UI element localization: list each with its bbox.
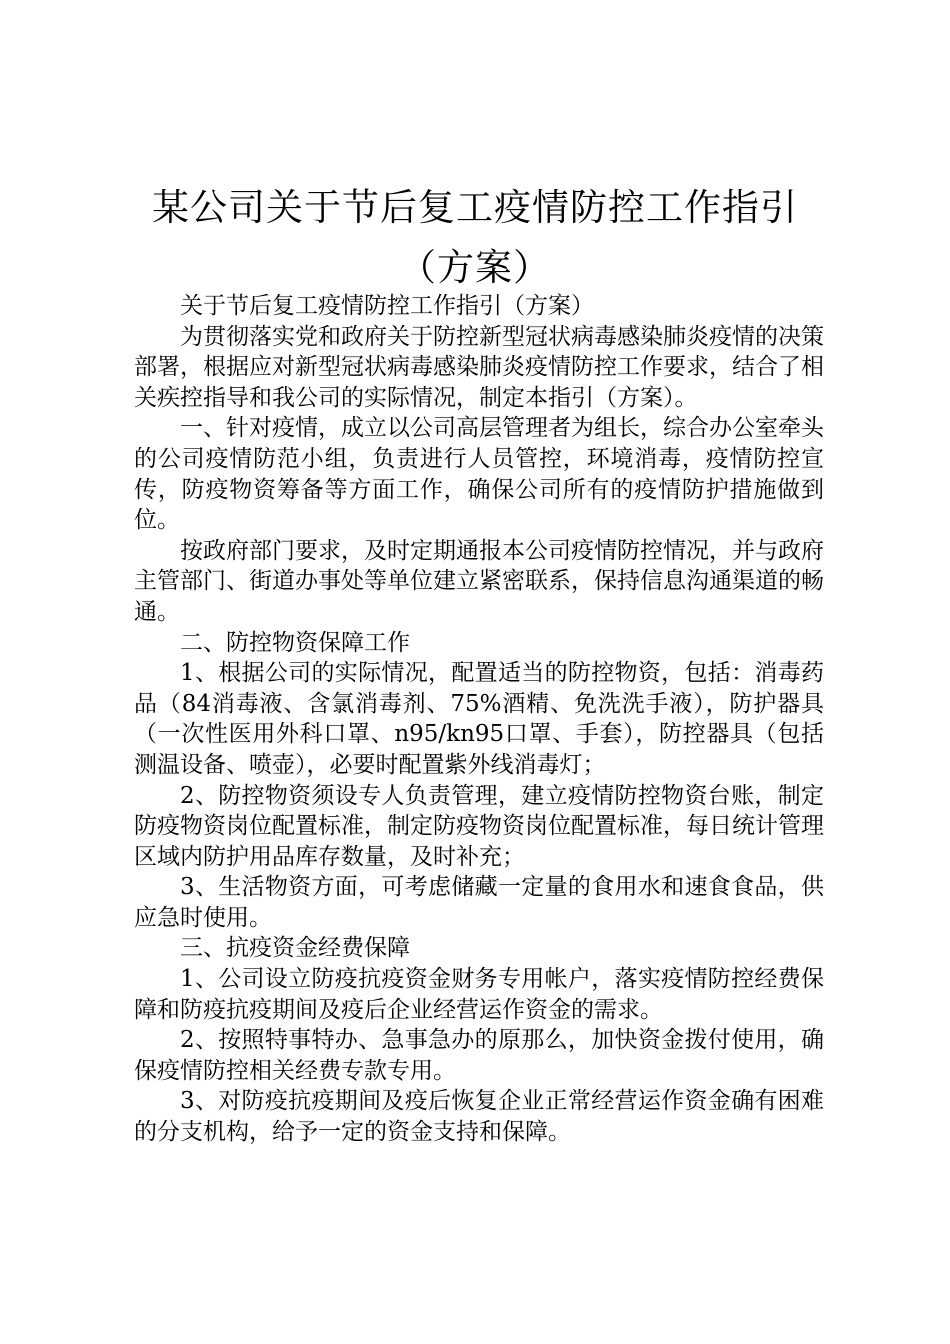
paragraph-3-1: 1、公司设立防疫抗疫资金财务专用帐户，落实疫情防控经费保障和防疫抗疫期间及疫后企业经营运作资金的需求。 (134, 966, 824, 1023)
paragraph-report: 按政府部门要求，及时定期通报本公司疫情防控情况，并与政府主管部门、街道办事处等单位建立紧密联系，保持信息沟通渠道的畅通。 (134, 537, 824, 625)
heading-section-3: 三、抗疫资金经费保障 (180, 935, 410, 962)
paragraph-2-1: 1、根据公司的实际情况，配置适当的防控物资，包括：消毒药品（84消毒液、含氯消毒剂、75%酒精、免洗洗手液），防护器具（一次性医用外科口罩、n95/kn95口罩、手套），防控器具（包括测温设备、喷壶），必要时配置紫外线消毒灯； (134, 660, 824, 778)
paragraph-3-2: 2、按照特事特办、急事急办的原那么，加快资金拨付使用，确保疫情防控相关经费专款专用。 (134, 1027, 824, 1084)
paragraph-2-3: 3、生活物资方面，可考虑储藏一定量的食用水和速食食品，供应急时使用。 (134, 874, 824, 931)
paragraph-section-1: 一、针对疫情，成立以公司高层管理者为组长，综合办公室牵头的公司疫情防范小组，负责进行人员管控，环境消毒，疫情防控宣传，防疫物资筹备等方面工作，确保公司所有的疫情防护措施做到位。 (134, 415, 824, 534)
paragraph-subtitle: 关于节后复工疫情防控工作指引（方案） (180, 293, 594, 319)
document-title: 某公司关于节后复工疫情防控工作指引（方案） (152, 186, 798, 289)
document-body (134, 291, 824, 1148)
heading-section-2: 二、防控物资保障工作 (180, 629, 410, 656)
paragraph-intro: 为贯彻落实党和政府关于防控新型冠状病毒感染肺炎疫情的决策部署，根据应对新型冠状病毒感染肺炎疫情防控工作要求，结合了相关疾控指导和我公司的实际情况，制定本指引（方案）。 (134, 323, 824, 411)
paragraph-3-3: 3、对防疫抗疫期间及疫后恢复企业正常经营运作资金确有困难的分支机构，给予一定的资金支持和保障。 (134, 1088, 824, 1146)
paragraph-2-2: 2、防控物资须设专人负责管理，建立疫情防控物资台账，制定防疫物资岗位配置标准，制定防疫物资岗位配置标准，每日统计管理区域内防护用品库存数量，及时补充； (134, 782, 824, 870)
